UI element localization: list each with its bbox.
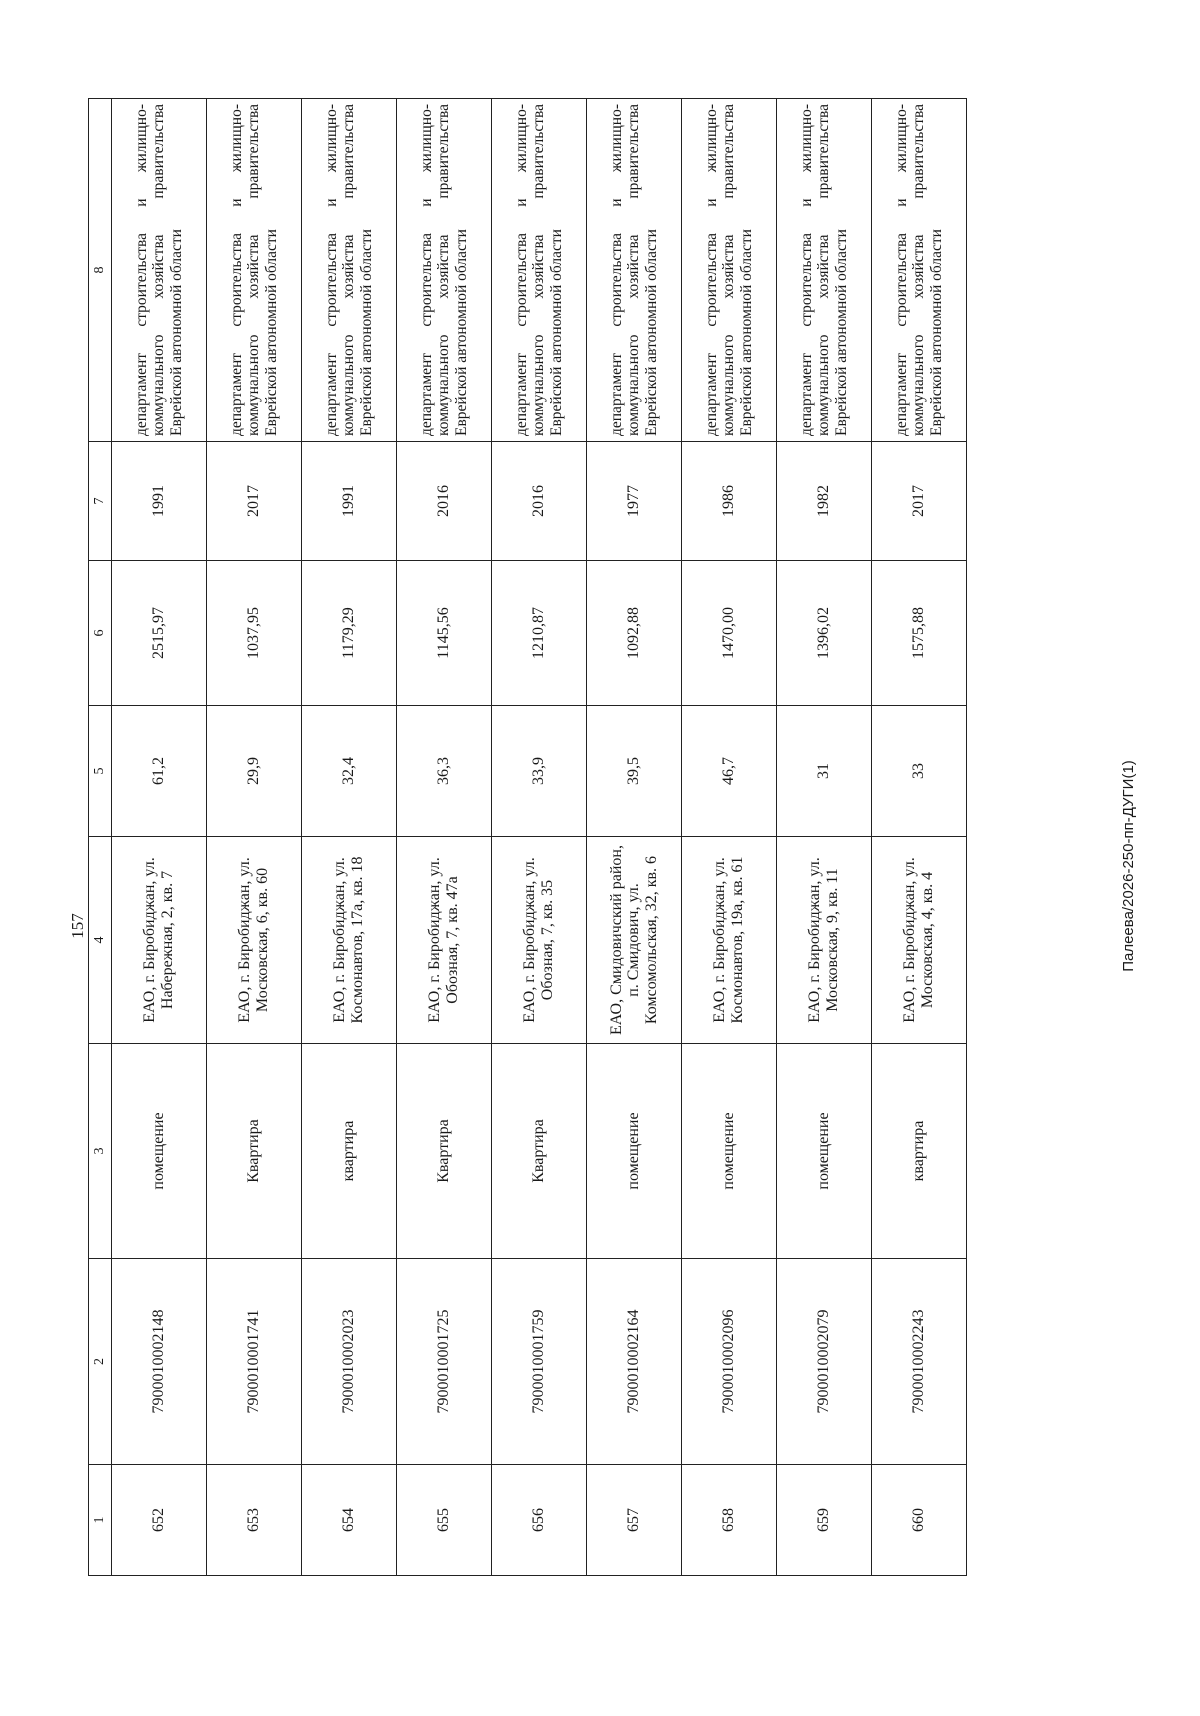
row-number-cell: 653: [207, 1465, 302, 1576]
object-type-cell: Квартира: [397, 1044, 492, 1259]
cadastral-number-cell: 7900010002148: [112, 1259, 207, 1465]
row-number-cell: 657: [587, 1465, 682, 1576]
rights-holder-cell: департамент строительства и жилищно-коммунального хозяйства правительства Еврейской автономной области: [302, 99, 397, 442]
column-number: 4: [89, 837, 112, 1044]
cadastral-number-cell: 7900010001759: [492, 1259, 587, 1465]
year-cell: 1991: [302, 442, 397, 561]
column-number: 8: [89, 99, 112, 442]
row-number-cell: 652: [112, 1465, 207, 1576]
table-row: [302, 99, 397, 1576]
address-cell: ЕАО, г. Биробиджан, ул. Космонавтов, 19а, кв. 61: [682, 837, 777, 1044]
address-cell: ЕАО, г. Биробиджан, ул. Московская, 4, кв. 4: [872, 837, 967, 1044]
column-number: 7: [89, 442, 112, 561]
year-cell: 2016: [397, 442, 492, 561]
rights-holder-cell: департамент строительства и жилищно-коммунального хозяйства правительства Еврейской автономной области: [397, 99, 492, 442]
rights-holder-cell: департамент строительства и жилищно-коммунального хозяйства правительства Еврейской автономной области: [112, 99, 207, 442]
row-number-cell: 656: [492, 1465, 587, 1576]
cadastral-number-cell: 7900010001741: [207, 1259, 302, 1465]
row-number-cell: 658: [682, 1465, 777, 1576]
document-footer-code: Палеева/2026-250-пп-ДУГИ(1): [1120, 760, 1137, 972]
value-cell: 2515,97: [112, 561, 207, 706]
rights-holder-cell: департамент строительства и жилищно-коммунального хозяйства правительства Еврейской автономной области: [492, 99, 587, 442]
cadastral-number-cell: 7900010001725: [397, 1259, 492, 1465]
table-row: [112, 99, 207, 1576]
year-cell: 1982: [777, 442, 872, 561]
rights-holder-cell: департамент строительства и жилищно-коммунального хозяйства правительства Еврейской автономной области: [777, 99, 872, 442]
column-number: 1: [89, 1465, 112, 1576]
address-cell: ЕАО, г. Биробиджан, ул. Обозная, 7, кв. 47а: [397, 837, 492, 1044]
table-row: [397, 99, 492, 1576]
value-cell: 1092,88: [587, 561, 682, 706]
cadastral-number-cell: 7900010002023: [302, 1259, 397, 1465]
cadastral-number-cell: 7900010002164: [587, 1259, 682, 1465]
table-row: [777, 99, 872, 1576]
rights-holder-cell: департамент строительства и жилищно-коммунального хозяйства правительства Еврейской автономной области: [587, 99, 682, 442]
cadastral-number-cell: 7900010002243: [872, 1259, 967, 1465]
address-cell: ЕАО, г. Биробиджан, ул. Московская, 9, кв. 11: [777, 837, 872, 1044]
year-cell: 2017: [207, 442, 302, 561]
row-number-cell: 659: [777, 1465, 872, 1576]
value-cell: 1145,56: [397, 561, 492, 706]
year-cell: 1977: [587, 442, 682, 561]
area-cell: 61,2: [112, 706, 207, 837]
table-row: [872, 99, 967, 1576]
page-number: 157: [68, 913, 87, 939]
area-cell: 31: [777, 706, 872, 837]
address-cell: ЕАО, г. Биробиджан, ул. Обозная, 7, кв. 35: [492, 837, 587, 1044]
area-cell: 36,3: [397, 706, 492, 837]
column-number: 3: [89, 1044, 112, 1259]
column-number: 2: [89, 1259, 112, 1465]
value-cell: 1210,87: [492, 561, 587, 706]
year-cell: 2016: [492, 442, 587, 561]
column-number-row: [89, 99, 112, 1576]
object-type-cell: Квартира: [207, 1044, 302, 1259]
year-cell: 1986: [682, 442, 777, 561]
area-cell: 33: [872, 706, 967, 837]
year-cell: 1991: [112, 442, 207, 561]
area-cell: 46,7: [682, 706, 777, 837]
area-cell: 29,9: [207, 706, 302, 837]
area-cell: 32,4: [302, 706, 397, 837]
table-row: [492, 99, 587, 1576]
object-type-cell: квартира: [872, 1044, 967, 1259]
row-number-cell: 660: [872, 1465, 967, 1576]
area-cell: 33,9: [492, 706, 587, 837]
object-type-cell: помещение: [682, 1044, 777, 1259]
cadastral-number-cell: 7900010002079: [777, 1259, 872, 1465]
property-register-table: [88, 98, 967, 1576]
value-cell: 1179,29: [302, 561, 397, 706]
rights-holder-cell: департамент строительства и жилищно-коммунального хозяйства правительства Еврейской автономной области: [682, 99, 777, 442]
address-cell: ЕАО, Смидовичский район, п. Смидович, ул. Комсомольская, 32, кв. 6: [587, 837, 682, 1044]
object-type-cell: квартира: [302, 1044, 397, 1259]
object-type-cell: Квартира: [492, 1044, 587, 1259]
object-type-cell: помещение: [112, 1044, 207, 1259]
year-cell: 2017: [872, 442, 967, 561]
address-cell: ЕАО, г. Биробиджан, ул. Набережная, 2, кв. 7: [112, 837, 207, 1044]
object-type-cell: помещение: [777, 1044, 872, 1259]
row-number-cell: 655: [397, 1465, 492, 1576]
address-cell: ЕАО, г. Биробиджан, ул. Московская, 6, кв. 60: [207, 837, 302, 1044]
rights-holder-cell: департамент строительства и жилищно-коммунального хозяйства правительства Еврейской автономной области: [872, 99, 967, 442]
table-row: [682, 99, 777, 1576]
rights-holder-cell: департамент строительства и жилищно-коммунального хозяйства правительства Еврейской автономной области: [207, 99, 302, 442]
column-number: 5: [89, 706, 112, 837]
value-cell: 1037,95: [207, 561, 302, 706]
area-cell: 39,5: [587, 706, 682, 837]
row-number-cell: 654: [302, 1465, 397, 1576]
table-row: [587, 99, 682, 1576]
value-cell: 1575,88: [872, 561, 967, 706]
object-type-cell: помещение: [587, 1044, 682, 1259]
column-number: 6: [89, 561, 112, 706]
address-cell: ЕАО, г. Биробиджан, ул. Космонавтов, 17а, кв. 18: [302, 837, 397, 1044]
table-row: [207, 99, 302, 1576]
cadastral-number-cell: 7900010002096: [682, 1259, 777, 1465]
value-cell: 1396,02: [777, 561, 872, 706]
value-cell: 1470,00: [682, 561, 777, 706]
